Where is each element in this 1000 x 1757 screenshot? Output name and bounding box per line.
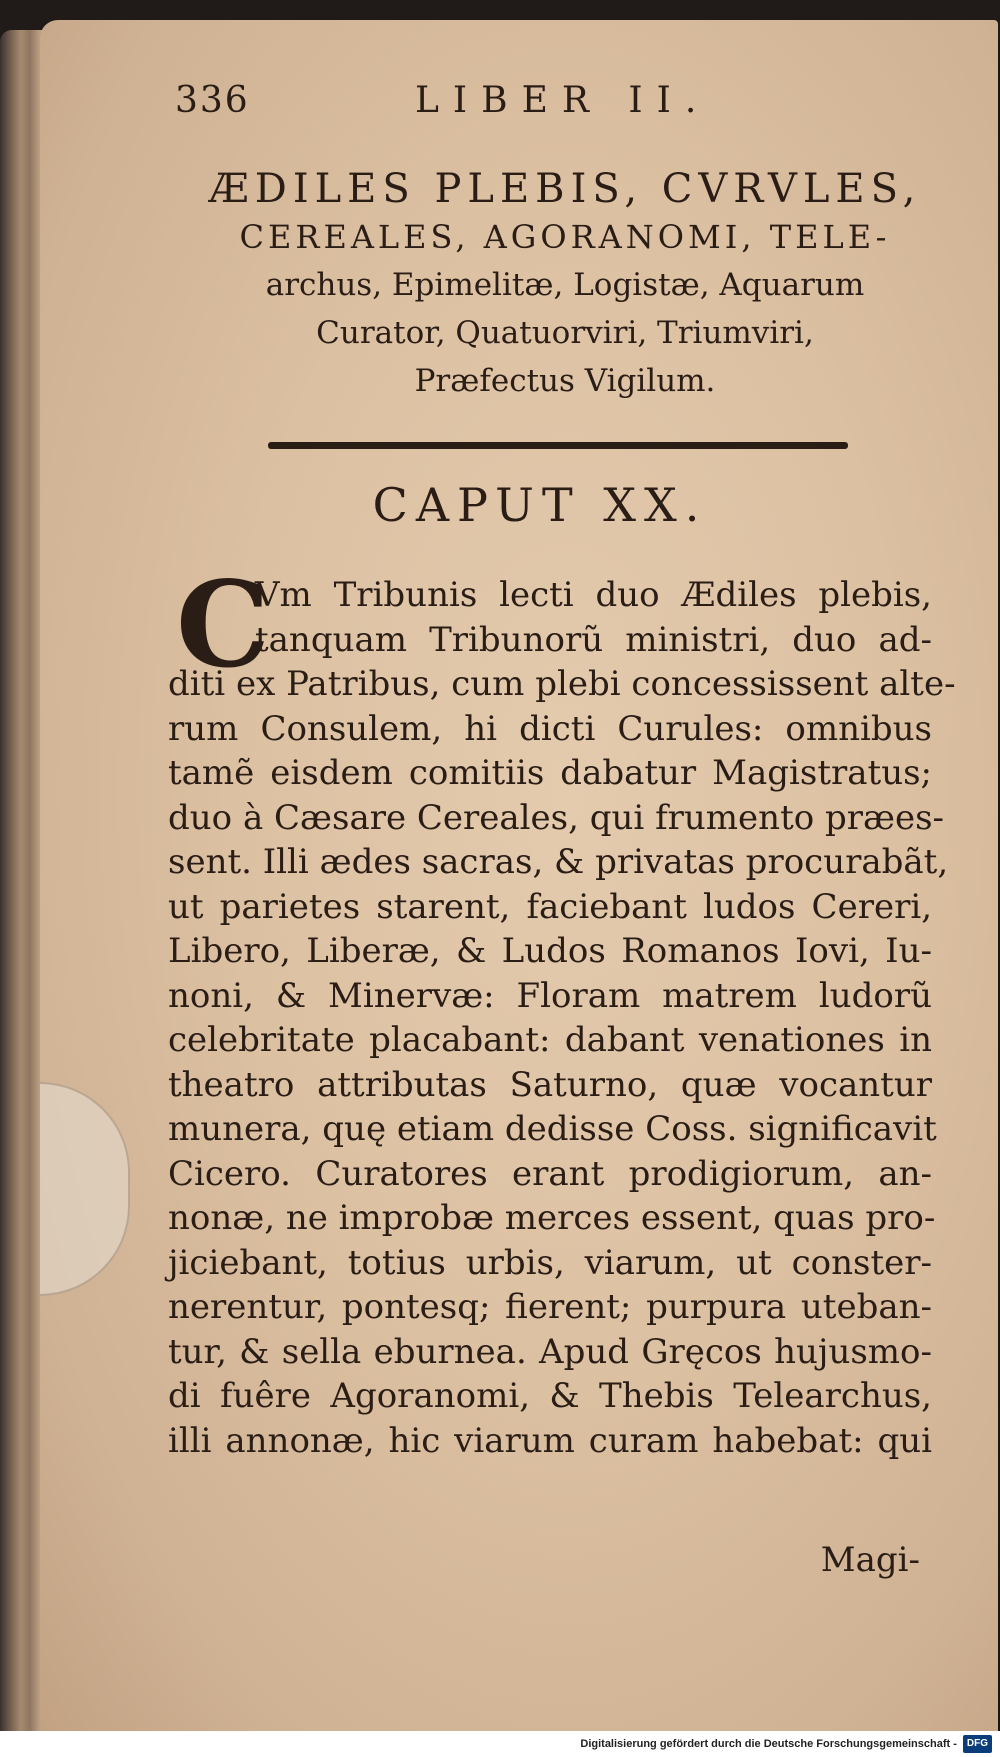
text-line: theatro attributas Saturno, quæ vocantur [168,1064,932,1105]
digitization-footer [0,1731,1000,1757]
chapter-title: CAPUT XX. [372,478,708,532]
running-head [175,80,735,134]
text-line: tamẽ eisdem comitiis dabatur Magistratus; [168,753,932,793]
dfg-logo: DFG [963,1735,992,1753]
heading-line: Præfectus Vigilum. [414,363,716,399]
horizontal-rule [268,442,848,449]
text-line: Libero, Liberæ, & Ludos Romanos Iovi, Iu- [168,931,932,971]
text-line: Vm Tribunis lecti duo Ædiles plebis, [255,575,932,615]
text-line: duo à Cæsare Cereales, qui frumento præes- [168,797,945,838]
text-line: celebritate placabant: dabant venationes in [168,1020,932,1060]
page-number: 336 [175,80,250,121]
text-line: rum Consulem, hi dicti Curules: omnibus [168,708,932,749]
footer-credit: Digitalisierung gefördert durch die Deutsche Forschungsgemeinschaft - [580,1738,957,1750]
text-line: nonæ, ne improbæ merces essent, quas pro- [168,1198,936,1238]
text-line: noni, & Minervæ: Floram matrem ludorũ [168,975,932,1016]
text-line: munera, quę etiam dedisse Coss. significavit [168,1109,937,1149]
text-line: sent. Illi ædes sacras, & privatas procurabãt, [168,842,949,882]
page-tab-marker [40,1082,130,1296]
book-title: LIBER II. [415,80,711,121]
text-line: di fuêre Agoranomi, & Thebis Telearchus, [168,1376,932,1416]
heading-line: archus, Epimelitæ, Logistæ, Aquarum [265,267,865,303]
drop-cap: C [176,555,270,694]
heading-line: ÆDILES PLEBIS, CVRVLES, [208,166,922,212]
heading-line: CEREALES, AGORANOMI, TELE- [239,218,891,256]
text-line: ut parietes starent, faciebant ludos Cereri, [168,886,932,927]
text-line: tur, & sella eburnea. Apud Gręcos hujusmo- [168,1331,932,1372]
text-line: jiciebant, totius urbis, viarum, ut conster- [168,1242,932,1283]
body-text [168,573,956,1463]
catchword: Magi- [820,1540,920,1580]
heading-line: Curator, Quatuorviri, Triumviri, [316,315,814,351]
text-line: nerentur, pontesq; fierent; purpura uteban- [168,1287,932,1327]
chapter-heading [185,165,945,405]
text-line: Cicero. Curatores erant prodigiorum, an- [168,1153,932,1194]
text-line: illi annonæ, hic viarum curam habebat: qui [168,1420,932,1461]
text-line: diti ex Patribus, cum plebi concessissent alte- [168,664,956,704]
text-line: tanquam Tribunorũ ministri, duo ad- [255,619,932,660]
